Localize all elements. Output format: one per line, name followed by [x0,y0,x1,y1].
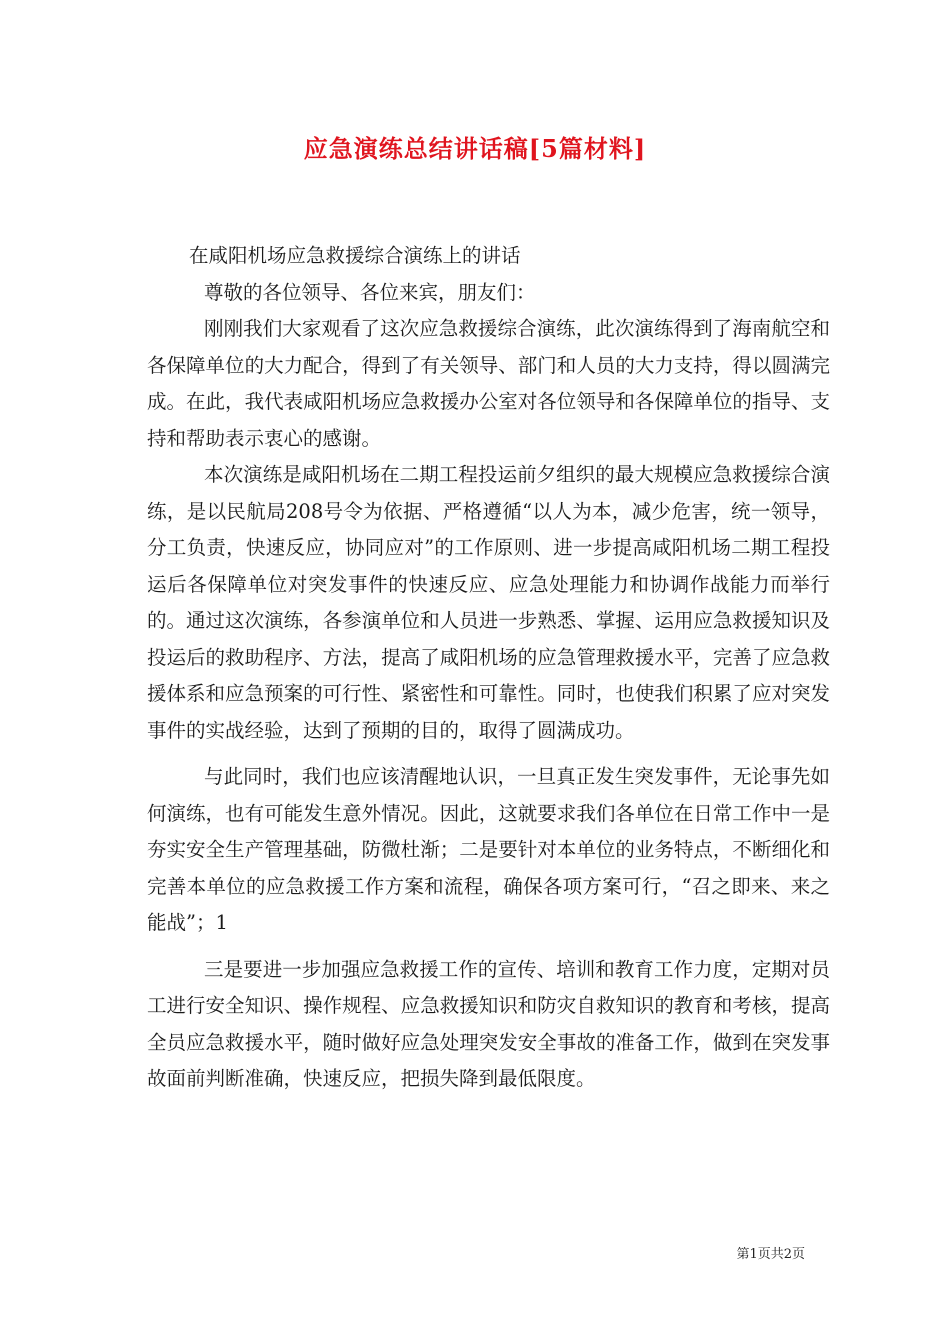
page-number: 第1页共2页 [736,1247,805,1262]
paragraph-4: 三是要进一步加强应急救援工作的宣传、培训和教育工作力度，定期对员工进行安全知识、操作规程、应急救援知识和防灾自救知识的教育和考核，提高全员应急救援水平，随时做好应急处理突发安全事故的准备工作，做到在突发事故面前判断准确，快速反应，把损失降到最低限度。 [147,957,830,1090]
paragraph-1: 刚刚我们大家观看了这次应急救援综合演练，此次演练得到了海南航空和各保障单位的大力配合，得到了有关领导、部门和人员的大力支持，得以圆满完成。在此，我代表咸阳机场应急救援办公室对各位领导和各保障单位的指导、支持和帮助表示衷心的感谢。 [147,317,830,450]
speech-subtitle: 在咸阳机场应急救援综合演练上的讲话 [189,244,521,267]
speech-greeting: 尊敬的各位领导、各位来宾，朋友们： [204,280,536,304]
document-body [147,238,830,1098]
document-title: 应急演练总结讲话稿[5篇材料] [303,134,647,163]
paragraph-2: 本次演练是咸阳机场在二期工程投运前夕组织的最大规模应急救援综合演练，是以民航局208号令为依据、严格遵循“以人为本，减少危害，统一领导，分工负责，快速反应，协同应对”的工作原则、进一步提高咸阳机场二期工程投运后各保障单位对突发事件的快速反应、应急处理能力和协调作战能力而举行的。通过这次演练，各参演单位和人员进一步熟悉、掌握、运用应急救援知识及投运后的救助程序、方法，提高了咸阳机场的应急管理救援水平，完善了应急救援体系和应急预案的可行性、紧密性和可靠性。同时，也使我们积累了应对突发事件的实战经验，达到了预期的目的，取得了圆满成功。 [147,463,830,742]
paragraph-3: 与此同时，我们也应该清醒地认识，一旦真正发生突发事件，无论事先如何演练，也有可能发生意外情况。因此，这就要求我们各单位在日常工作中一是夯实安全生产管理基础，防微杜渐；二是要针对本单位的业务特点，不断细化和完善本单位的应急救援工作方案和流程，确保各项方案可行，“召之即来、来之能战”；1 [147,765,830,934]
